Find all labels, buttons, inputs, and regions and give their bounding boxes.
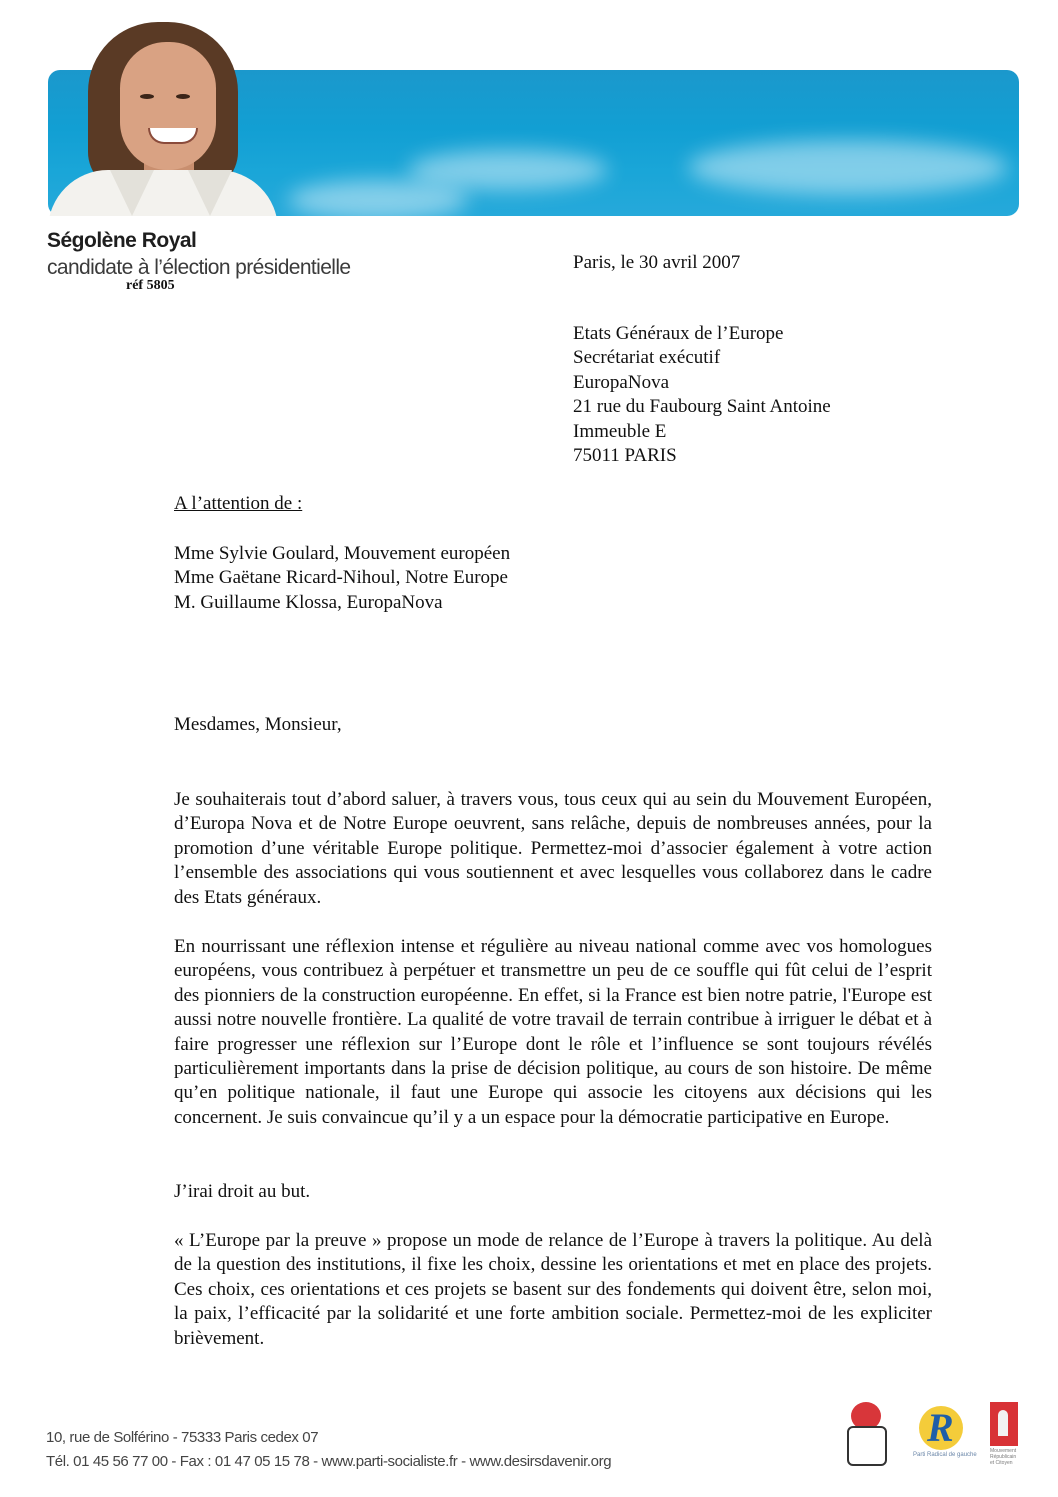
- candidate-name: Ségolène Royal: [47, 229, 197, 252]
- recipient-line: 21 rue du Faubourg Saint Antoine: [573, 396, 831, 418]
- portrait-lapel: [110, 170, 154, 216]
- portrait-face: [120, 42, 216, 170]
- cloud-decoration: [688, 140, 1008, 195]
- portrait-lapel: [188, 170, 232, 216]
- cloud-decoration: [408, 150, 608, 190]
- radical-gauche-logo-icon: [913, 1404, 975, 1462]
- candidate-title: candidate à l’élection présidentielle: [47, 256, 351, 279]
- attention-label: A l’attention de :: [174, 493, 303, 514]
- portrait-jacket: [48, 170, 278, 216]
- recipient-line: 75011 PARIS: [573, 445, 677, 467]
- logo-caption: Parti Radical de gauche: [913, 1452, 977, 1458]
- letter-date: Paris, le 30 avril 2007: [573, 252, 741, 273]
- recipient-line: Secrétariat exécutif: [573, 347, 721, 369]
- recipient-line: Immeuble E: [573, 420, 667, 442]
- portrait-eye: [140, 94, 154, 99]
- reference-number: réf 5805: [126, 278, 175, 293]
- cloud-decoration: [288, 180, 468, 216]
- mrc-logo-icon: [990, 1402, 1018, 1466]
- logo-caption: Mouvement Républicain et Citoyen: [990, 1448, 1017, 1466]
- portrait-eye: [176, 94, 190, 99]
- body-paragraph: J’irai droit au but.: [174, 1181, 311, 1202]
- torch-figure-icon: [998, 1410, 1008, 1436]
- recipient-address: [573, 322, 831, 468]
- attention-person: Mme Sylvie Goulard, Mouvement européen: [174, 543, 511, 564]
- fist-icon: [847, 1426, 887, 1466]
- footer-phone-web: Tél. 01 45 56 77 00 - Fax : 01 47 05 15 78 - www.parti-socialiste.fr - www.desirsdavenir.org: [46, 1453, 612, 1470]
- recipient-line: EuropaNova: [573, 371, 670, 393]
- body-paragraph: « L’Europe par la preuve » propose un mode de relance de l’Europe à travers la politique. Au delà de la question des institutions, il fixe les choix, dessine les orientations et met en place des projets. Ces choix, ces orientations et ces projets se basent sur des fondements qui doivent être, selon moi, la paix, l’efficacité par la solidarité et une forte ambition sociale. Permettez-moi de les expliciter brièvement.: [174, 1230, 932, 1349]
- attention-list: [174, 542, 510, 615]
- body-paragraph: Je souhaiterais tout d’abord saluer, à travers vous, tous ceux qui au sein du Mouvement Européen, d’Europa Nova et de Notre Europe oeuvrent, sans relâche, depuis de nombreuses années, pour la promotion d’une véritable Europe politique. Permettez-moi d’associer également à votre action l’ensemble des associations qui vous soutiennent et avec lesquelles vous collaborez dans le cadre des Etats généraux.: [174, 789, 932, 908]
- attention-person: Mme Gaëtane Ricard-Nihoul, Notre Europe: [174, 567, 508, 589]
- r-letter: R: [927, 1405, 954, 1450]
- body-paragraph: En nourrissant une réflexion intense et régulière au niveau national comme avec vos homologues européens, vous contribuez à perpétuer et transmettre un peu de ce souffle qui fût celui de l’esprit des pionniers de la construction européenne. En effet, si la France est bien notre patrie, l'Europe est aussi notre nouvelle frontière. La qualité de votre travail de terrain contribue à irriguer le débat et à faire progresser une réflexion sur l’Europe dont le rôle et l’influence se sont toujours révélés particulièrement importants dans la prise de décision politique, au cours de son histoire. De même qu’en politique nationale, il faut une Europe qui associe les citoyens aux décisions qui les concernent. Je suis convaincue qu’il y a un espace pour la démocratie participative en Europe.: [174, 936, 932, 1128]
- footer-contact: [46, 1426, 611, 1474]
- footer-address: 10, rue de Solférino - 75333 Paris cedex 07: [46, 1429, 319, 1446]
- attention-person: M. Guillaume Klossa, EuropaNova: [174, 591, 443, 613]
- parti-socialiste-logo-icon: [843, 1402, 889, 1464]
- recipient-line: Etats Généraux de l’Europe: [573, 323, 784, 344]
- candidate-portrait-photo: [48, 20, 278, 216]
- salutation: Mesdames, Monsieur,: [174, 714, 342, 735]
